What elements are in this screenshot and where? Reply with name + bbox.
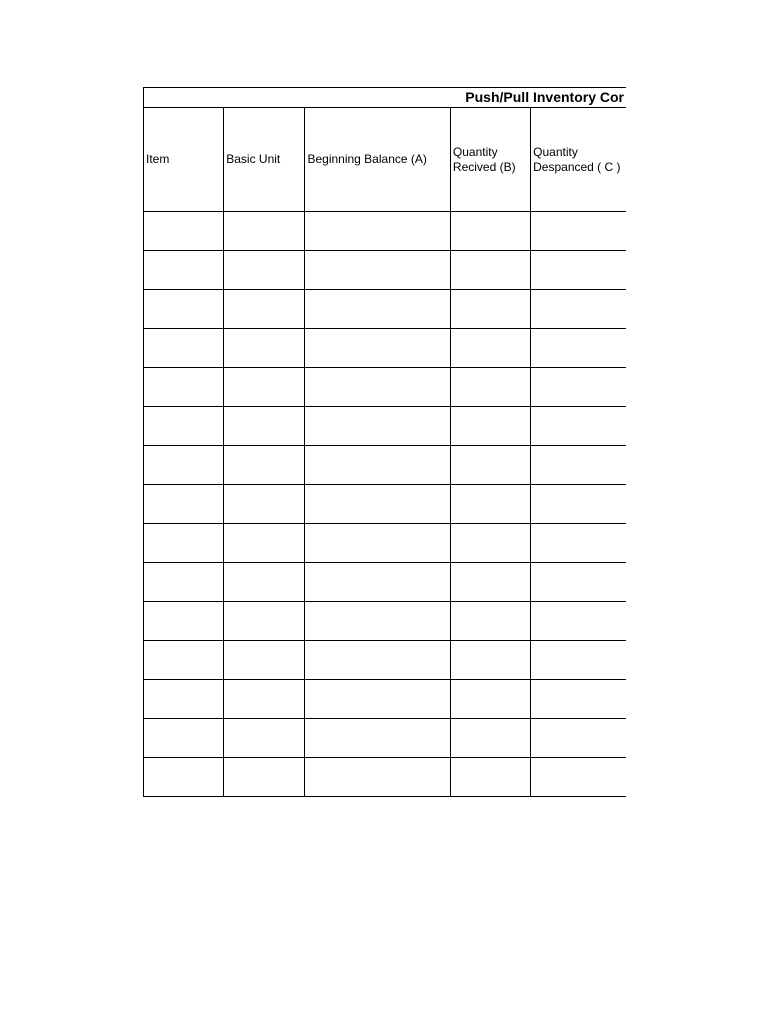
cell-beginning-balance[interactable] (305, 329, 450, 368)
cell-item[interactable] (144, 290, 224, 329)
cell-basic-unit[interactable] (224, 563, 305, 602)
cell-basic-unit[interactable] (224, 524, 305, 563)
table-row (144, 212, 627, 251)
cell-quantity-dispensed[interactable] (531, 758, 626, 797)
cell-basic-unit[interactable] (224, 602, 305, 641)
cell-beginning-balance[interactable] (305, 251, 450, 290)
title-row (144, 88, 627, 108)
cell-quantity-dispensed[interactable] (531, 641, 626, 680)
cell-beginning-balance[interactable] (305, 719, 450, 758)
cell-item[interactable] (144, 563, 224, 602)
table-row (144, 602, 627, 641)
cell-quantity-received[interactable] (450, 290, 530, 329)
table-body (144, 212, 627, 797)
table-row (144, 563, 627, 602)
cell-beginning-balance[interactable] (305, 407, 450, 446)
cell-quantity-dispensed[interactable] (531, 290, 626, 329)
cell-basic-unit[interactable] (224, 407, 305, 446)
cell-beginning-balance[interactable] (305, 758, 450, 797)
cell-item[interactable] (144, 602, 224, 641)
cell-quantity-received[interactable] (450, 524, 530, 563)
cell-beginning-balance[interactable] (305, 524, 450, 563)
cell-beginning-balance[interactable] (305, 602, 450, 641)
cell-item[interactable] (144, 485, 224, 524)
cell-basic-unit[interactable] (224, 641, 305, 680)
header-row (144, 108, 627, 212)
table-row (144, 680, 627, 719)
cell-quantity-received[interactable] (450, 251, 530, 290)
cell-quantity-dispensed[interactable] (531, 329, 626, 368)
table-title: Push/Pull Inventory Cor (144, 88, 627, 108)
cell-item[interactable] (144, 680, 224, 719)
cell-quantity-received[interactable] (450, 758, 530, 797)
cell-item[interactable] (144, 719, 224, 758)
cell-beginning-balance[interactable] (305, 485, 450, 524)
table-row (144, 446, 627, 485)
cell-basic-unit[interactable] (224, 719, 305, 758)
cell-quantity-received[interactable] (450, 641, 530, 680)
table-row (144, 251, 627, 290)
cell-quantity-dispensed[interactable] (531, 719, 626, 758)
column-header-beginning-balance: Beginning Balance (A) (305, 108, 450, 212)
cell-beginning-balance[interactable] (305, 212, 450, 251)
cell-quantity-dispensed[interactable] (531, 563, 626, 602)
cell-basic-unit[interactable] (224, 329, 305, 368)
column-header-quantity-dispensed: Quantity Despanced ( C ) (531, 108, 626, 212)
cell-item[interactable] (144, 407, 224, 446)
cell-item[interactable] (144, 641, 224, 680)
cell-beginning-balance[interactable] (305, 446, 450, 485)
cell-quantity-received[interactable] (450, 407, 530, 446)
cell-quantity-received[interactable] (450, 719, 530, 758)
table-row (144, 641, 627, 680)
cell-beginning-balance[interactable] (305, 680, 450, 719)
cell-item[interactable] (144, 212, 224, 251)
cell-quantity-dispensed[interactable] (531, 251, 626, 290)
cell-quantity-received[interactable] (450, 680, 530, 719)
inventory-sheet (143, 87, 626, 797)
cell-basic-unit[interactable] (224, 212, 305, 251)
cell-quantity-received[interactable] (450, 485, 530, 524)
cell-quantity-dispensed[interactable] (531, 407, 626, 446)
cell-quantity-dispensed[interactable] (531, 368, 626, 407)
column-header-quantity-received: Quantity Recived (B) (450, 108, 530, 212)
cell-quantity-dispensed[interactable] (531, 680, 626, 719)
table-row (144, 758, 627, 797)
table-row (144, 290, 627, 329)
cell-item[interactable] (144, 524, 224, 563)
cell-basic-unit[interactable] (224, 290, 305, 329)
cell-quantity-dispensed[interactable] (531, 446, 626, 485)
cell-quantity-received[interactable] (450, 368, 530, 407)
cell-quantity-received[interactable] (450, 329, 530, 368)
cell-basic-unit[interactable] (224, 251, 305, 290)
table-row (144, 368, 627, 407)
table-row (144, 485, 627, 524)
cell-quantity-dispensed[interactable] (531, 212, 626, 251)
cell-beginning-balance[interactable] (305, 368, 450, 407)
cell-basic-unit[interactable] (224, 485, 305, 524)
cell-item[interactable] (144, 329, 224, 368)
cell-quantity-received[interactable] (450, 212, 530, 251)
cell-beginning-balance[interactable] (305, 290, 450, 329)
cell-basic-unit[interactable] (224, 368, 305, 407)
table-row (144, 407, 627, 446)
cell-quantity-dispensed[interactable] (531, 524, 626, 563)
table-row (144, 329, 627, 368)
cell-item[interactable] (144, 446, 224, 485)
cell-basic-unit[interactable] (224, 446, 305, 485)
cell-quantity-dispensed[interactable] (531, 602, 626, 641)
cell-basic-unit[interactable] (224, 680, 305, 719)
cell-quantity-received[interactable] (450, 563, 530, 602)
cell-basic-unit[interactable] (224, 758, 305, 797)
cell-quantity-dispensed[interactable] (531, 485, 626, 524)
cell-beginning-balance[interactable] (305, 563, 450, 602)
cell-item[interactable] (144, 368, 224, 407)
column-header-item: Item (144, 108, 224, 212)
inventory-control-table (143, 87, 626, 797)
column-header-basic-unit: Basic Unit (224, 108, 305, 212)
cell-quantity-received[interactable] (450, 446, 530, 485)
cell-item[interactable] (144, 758, 224, 797)
table-row (144, 719, 627, 758)
cell-quantity-received[interactable] (450, 602, 530, 641)
cell-beginning-balance[interactable] (305, 641, 450, 680)
table-row (144, 524, 627, 563)
cell-item[interactable] (144, 251, 224, 290)
